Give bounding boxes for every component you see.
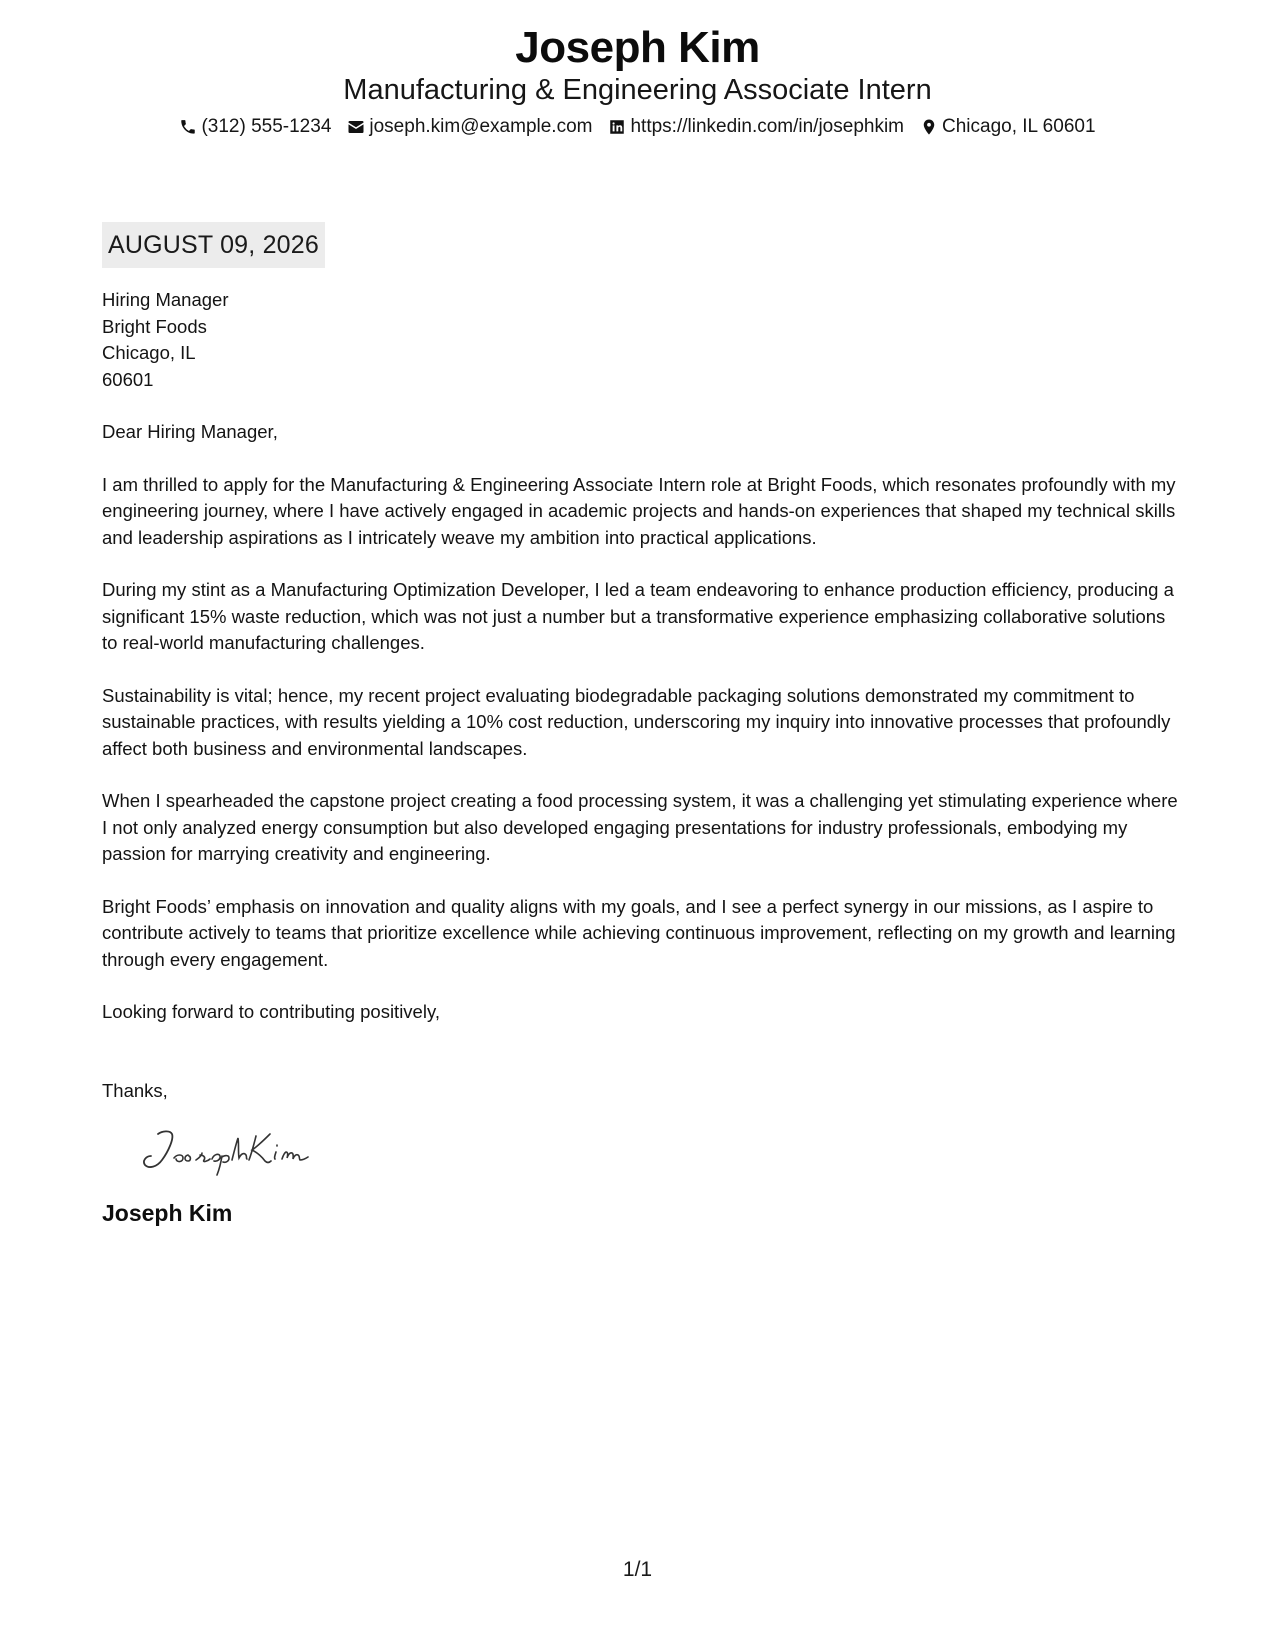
recipient-line: 60601 xyxy=(102,368,154,390)
closing-line: Looking forward to contributing positively, xyxy=(102,1001,440,1022)
body-paragraph: Bright Foods’ emphasis on innovation and quality aligns with my goals, and I see a perfect synergy in our missions, as I aspire to contribute actively to teams that prioritize excellence while achieving continuous improvement, reflecting on my growth and learning through every engagement. xyxy=(102,895,1176,970)
contact-info xyxy=(0,114,1275,140)
salutation: Dear Hiring Manager, xyxy=(102,421,278,442)
signoff: Thanks, xyxy=(102,1079,168,1101)
contact-location xyxy=(920,114,1096,140)
envelope-icon xyxy=(347,118,365,136)
email-text[interactable]: joseph.kim@example.com xyxy=(369,116,593,137)
body-paragraph: Sustainability is vital; hence, my recent project evaluating biodegradable packaging solutions demonstrated my commitment to sustainable practices, with results yielding a 10% cost reduction, underscoring my inquiry into innovative processes that profoundly affect both business and environmental landscapes. xyxy=(102,684,1171,759)
handwritten-signature xyxy=(136,1122,336,1180)
linkedin-text[interactable]: https://linkedin.com/in/josephkim xyxy=(630,116,904,137)
body-paragraph: I am thrilled to apply for the Manufacturing & Engineering Associate Intern role at Bright Foods, which resonates profoundly with my engineering journey, where I have actively engaged in academic projects and hands-on experiences that shaped my technical skills and leadership aspirations as I intricately weave my ambition into practical applications. xyxy=(102,473,1176,548)
recipient-line: Hiring Manager xyxy=(102,289,229,310)
page-number: 1/1 xyxy=(622,1558,653,1581)
applicant-title: Manufacturing & Engineering Associate Intern xyxy=(343,74,932,106)
linkedin-icon xyxy=(608,118,626,136)
phone-icon xyxy=(179,118,197,136)
location-text: Chicago, IL 60601 xyxy=(942,116,1096,137)
body-paragraph: When I spearheaded the capstone project creating a food processing system, it was a challenging yet stimulating experience where I not only analyzed energy consumption but also developed engaging presentations for industry professionals, embodying my passion for marrying creativity and engineering. xyxy=(102,790,1178,864)
recipient-address xyxy=(102,287,1182,393)
phone-text: (312) 555-1234 xyxy=(201,116,332,137)
letter-date: AUGUST 09, 2026 xyxy=(102,222,325,268)
signer-name: Joseph Kim xyxy=(102,1199,233,1226)
contact-phone xyxy=(179,114,331,140)
letter-body xyxy=(102,287,1182,1226)
contact-linkedin[interactable] xyxy=(608,114,904,140)
body-paragraph: During my stint as a Manufacturing Optimization Developer, I led a team endeavoring to enhance production efficiency, producing a significant 15% waste reduction, which was not just a number but a transformative experience emphasizing collaborative solutions to real-world manufacturing challenges. xyxy=(102,579,1174,653)
recipient-line: Bright Foods xyxy=(102,315,207,337)
recipient-line: Chicago, IL xyxy=(102,342,196,363)
letter-header xyxy=(0,22,1275,140)
applicant-name: Joseph Kim xyxy=(515,23,760,72)
contact-email[interactable] xyxy=(347,114,592,140)
map-pin-icon xyxy=(920,118,938,136)
